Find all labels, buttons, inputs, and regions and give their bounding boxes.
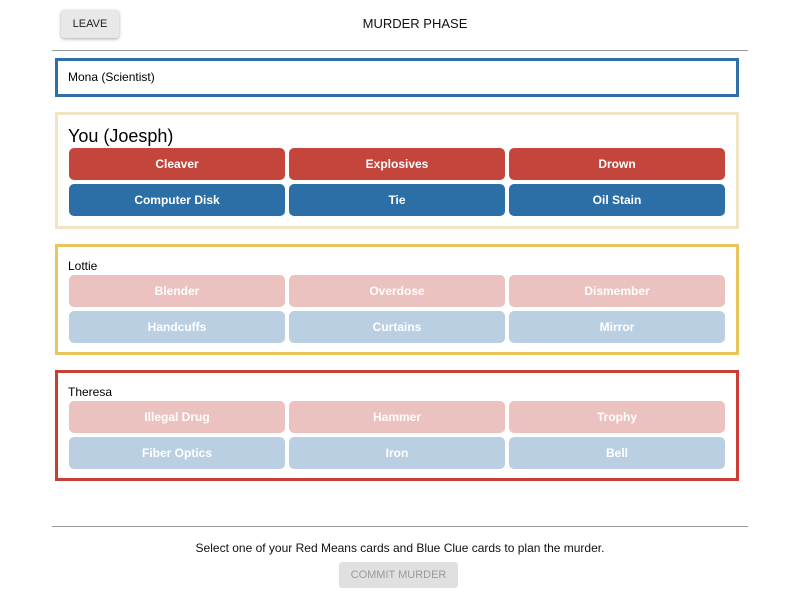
- clue-card-mirror: Mirror: [509, 311, 725, 343]
- clue-card-oil-stain[interactable]: Oil Stain: [509, 184, 725, 216]
- player-name: Lottie: [68, 259, 98, 273]
- means-card-drown[interactable]: Drown: [509, 148, 725, 180]
- clue-card-handcuffs: Handcuffs: [69, 311, 285, 343]
- player-panel-lottie: [55, 244, 739, 355]
- means-card-cleaver[interactable]: Cleaver: [69, 148, 285, 180]
- clue-card-bell: Bell: [509, 437, 725, 469]
- means-card-dismember: Dismember: [509, 275, 725, 307]
- footer-divider: [52, 526, 748, 527]
- means-card-trophy: Trophy: [509, 401, 725, 433]
- means-card-illegal-drug: Illegal Drug: [69, 401, 285, 433]
- leave-button[interactable]: LEAVE: [61, 10, 119, 38]
- phase-title: MURDER PHASE: [362, 16, 468, 31]
- clue-card-curtains: Curtains: [289, 311, 505, 343]
- card-grid: [69, 401, 725, 469]
- player-panel-mona: [55, 58, 739, 97]
- player-name: You (Joesph): [68, 126, 174, 146]
- player-name: Theresa: [68, 385, 113, 399]
- means-card-explosives[interactable]: Explosives: [289, 148, 505, 180]
- card-grid: [69, 275, 725, 343]
- means-card-hammer: Hammer: [289, 401, 505, 433]
- instructions-text: Select one of your Red Means cards and Blue Clue cards to plan the murder.: [195, 541, 605, 555]
- means-card-blender: Blender: [69, 275, 285, 307]
- clue-card-tie[interactable]: Tie: [289, 184, 505, 216]
- player-panel-theresa: [55, 370, 739, 481]
- player-panel-you: [55, 112, 739, 229]
- clue-card-iron: Iron: [289, 437, 505, 469]
- commit-murder-button[interactable]: COMMIT MURDER: [339, 562, 458, 588]
- header: [0, 0, 800, 50]
- means-card-overdose: Overdose: [289, 275, 505, 307]
- clue-card-fiber-optics: Fiber Optics: [69, 437, 285, 469]
- player-name: Mona (Scientist): [68, 70, 155, 84]
- header-divider: [52, 50, 748, 51]
- card-grid: [69, 148, 725, 216]
- clue-card-computer-disk[interactable]: Computer Disk: [69, 184, 285, 216]
